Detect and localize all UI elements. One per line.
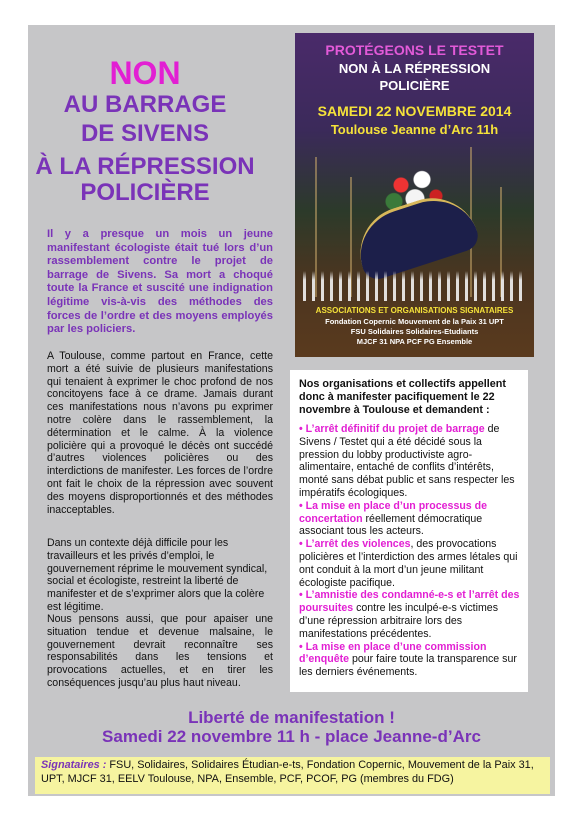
heading-line-4: POLICIÈRE [80,179,210,206]
poster-line-1: PROTÉGEONS LE TESTET [325,42,504,58]
demand-emphasis: L’amnistie des condamné-e-s et l’arrêt des poursuites [299,589,520,615]
bullet-icon: • [299,640,303,653]
demands-box [290,370,528,692]
poster-signatories-title: ASSOCIATIONS ET ORGANISATIONS SIGNATAIRES [315,306,514,315]
demand-item [299,538,524,589]
poster-date: SAMEDI 22 NOVEMBRE 2014 [317,103,512,119]
body-paragraph-3: Nous pensons aussi, que pour apaiser une situation tendue et devenue malsaine, le gouvernement devrait reconnaître ses responsabilités dans les tensions et provocations actuelles, et en tirer les conséquences jusqu’au plus haut niveau. [47,613,273,689]
demand-item [299,423,524,500]
demand-emphasis: L’arrêt définitif du projet de barrage [305,423,485,435]
demand-item [299,641,524,679]
demands-list [299,423,524,679]
demand-emphasis: La mise en place d’une commission d’enquête [299,640,487,666]
demand-item [299,500,524,538]
poster-line-2: NON À LA RÉPRESSION [338,61,491,76]
heading-line-3: À LA RÉPRESSION [35,153,255,180]
bullet-icon: • [299,423,303,435]
poster-place: Toulouse Jeanne d’Arc 11h [330,122,499,137]
bullet-icon: • [299,499,303,512]
demand-text: réellement démocratique associant tous les acteurs. [299,512,483,538]
poster-signatories-3: MJCF 31 NPA PCF PG Ensemble [356,337,473,346]
demand-item [299,589,524,640]
poster-helmet-image [348,186,482,283]
poster-crowd-silhouettes [303,271,526,301]
demand-emphasis: La mise en place d’un processus de concertation [299,499,488,525]
heading-line-1: AU BARRAGE [63,91,227,118]
poster-signatories-2: FSU Solidaires Solidaires-Etudiants [350,327,479,336]
signatories-list: FSU, Solidaires, Solidaires Étudian-e-ts, Fondation Copernic, Mouvement de la Paix 31, UPT, MJCF 31, EELV Toulouse, NPA, Ensemble, PCF, PCOF, PG (membres du FDG) [41,759,534,785]
bullet-icon: • [299,589,303,602]
poster-signatories-1: Fondation Copernic Mouvement de la Paix 31 UPT [325,317,504,326]
poster-line-3: POLICIÈRE [379,78,450,93]
demand-text: , des provocations policières et l’interdiction des armes létales qui ont conduit à la mort d’un jeune militant écologiste pacifique. [299,538,518,589]
slogan: Liberté de manifestation ! [188,708,395,727]
demands-heading: Nos organisations et collectifs appellent donc à manifester pacifiquement le 22 novembre à Toulouse et demandent : [299,378,506,416]
demand-text: pour faire toute la transparence sur les derniers événements. [299,653,517,679]
bullet-icon: • [299,538,303,551]
signatories-paragraph [35,757,550,788]
demand-text: contre les inculpé-e-s victimes d’une répression arbitraire lors des manifestations précédentes. [299,602,498,640]
body-paragraph-2: Dans un contexte déjà difficile pour les travailleurs et les privés d’emploi, le gouvernement réprime le mouvement syndical, social et écologiste, restreint la liberté de manifester et de s’exprimer alors que la colère est légitime. [47,537,268,613]
signatories-label: Signataires : [41,759,107,771]
event-poster [295,33,534,357]
demand-text: de Sivens / Testet qui a été décidé sous la pression du lobby productiviste agro-alimentaire, entaché de conflits d’intérêts, monté sans débat public et sans respecter les impératifs écologiques. [299,423,515,499]
heading-non: NON [109,55,181,91]
demand-emphasis: L’arrêt des violences [305,538,411,551]
event-date-place: Samedi 22 novembre 11 h - place Jeanne-d’Arc [102,727,481,746]
heading-line-2: DE SIVENS [80,120,210,147]
intro-paragraph: Il y a presque un mois un jeune manifestant écologiste était tué lors d’un rassemblement contre le projet de barrage de Sivens. Sa mort a choqué toute la France et suscité une indignation légitime vis-à-vis des méthodes des forces de l’ordre et des moyens employés par les policiers. [47,228,273,336]
signatories-box [35,757,550,794]
body-paragraph-1: A Toulouse, comme partout en France, cette mort a été suivie de plusieurs manifestations qui tenaient à exprimer le choc profond de nos concitoyens face à ce drame. Jamais durant ces manifestations nous n’avons pu exprimer notre colère dans le rassemblement, la détermination et le calme. À la violence policière qui a provoqué le décès ont succédé d’autres violences policières ou des interdictions de manifester. Les forces de l’ordre ont fait le choix de la répression avec souvent des moyens disproportionnés et des méthodes inacceptables. [47,350,273,516]
